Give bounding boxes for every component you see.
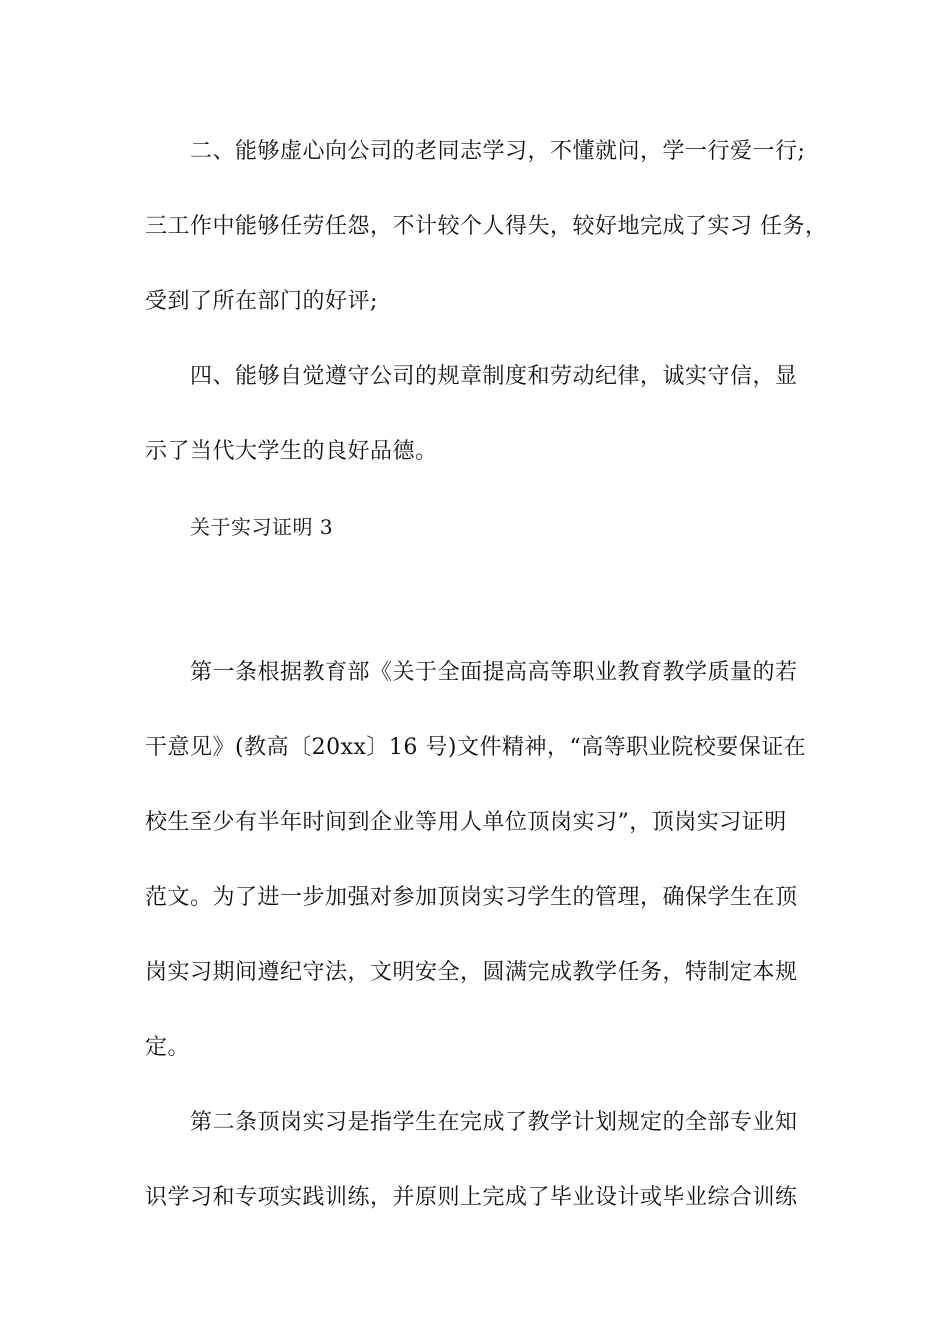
paragraph-line: 二、能够虚心向公司的老同志学习，不懂就问，学一行爱一行;	[190, 139, 806, 164]
paragraph-line: 识学习和专项实践训练，并原则上完成了毕业设计或毕业综合训练	[145, 1185, 798, 1210]
paragraph-line: 第二条顶岗实习是指学生在完成了教学计划规定的全部专业知	[190, 1110, 798, 1135]
section-heading: 关于实习证明 3	[190, 515, 334, 539]
paragraph-line: 校生至少有半年时间到企业等用人单位顶岗实习”，顶岗实习证明	[145, 810, 787, 835]
paragraph-line: 受到了所在部门的好评;	[145, 289, 378, 314]
paragraph-line: 第一条根据教育部《关于全面提高高等职业教育教学质量的若	[190, 660, 798, 685]
paragraph-line: 四、能够自觉遵守公司的规章制度和劳动纪律，诚实守信，显	[190, 364, 798, 389]
paragraph-line: 三工作中能够任劳任怨，不计较个人得失，较好地完成了实习 任务，	[145, 214, 828, 239]
paragraph-line: 范文。为了进一步加强对参加顶岗实习学生的管理，确保学生在顶	[145, 885, 798, 910]
paragraph-line: 岗实习期间遵纪守法，文明安全，圆满完成教学任务，特制定本规	[145, 960, 798, 985]
paragraph-line: 示了当代大学生的良好品德。	[145, 439, 438, 464]
paragraph-line: 定。	[145, 1035, 191, 1060]
paragraph-line: 干意见》(教高〔20xx〕16 号)文件精神，“高等职业院校要保证在	[145, 735, 807, 760]
